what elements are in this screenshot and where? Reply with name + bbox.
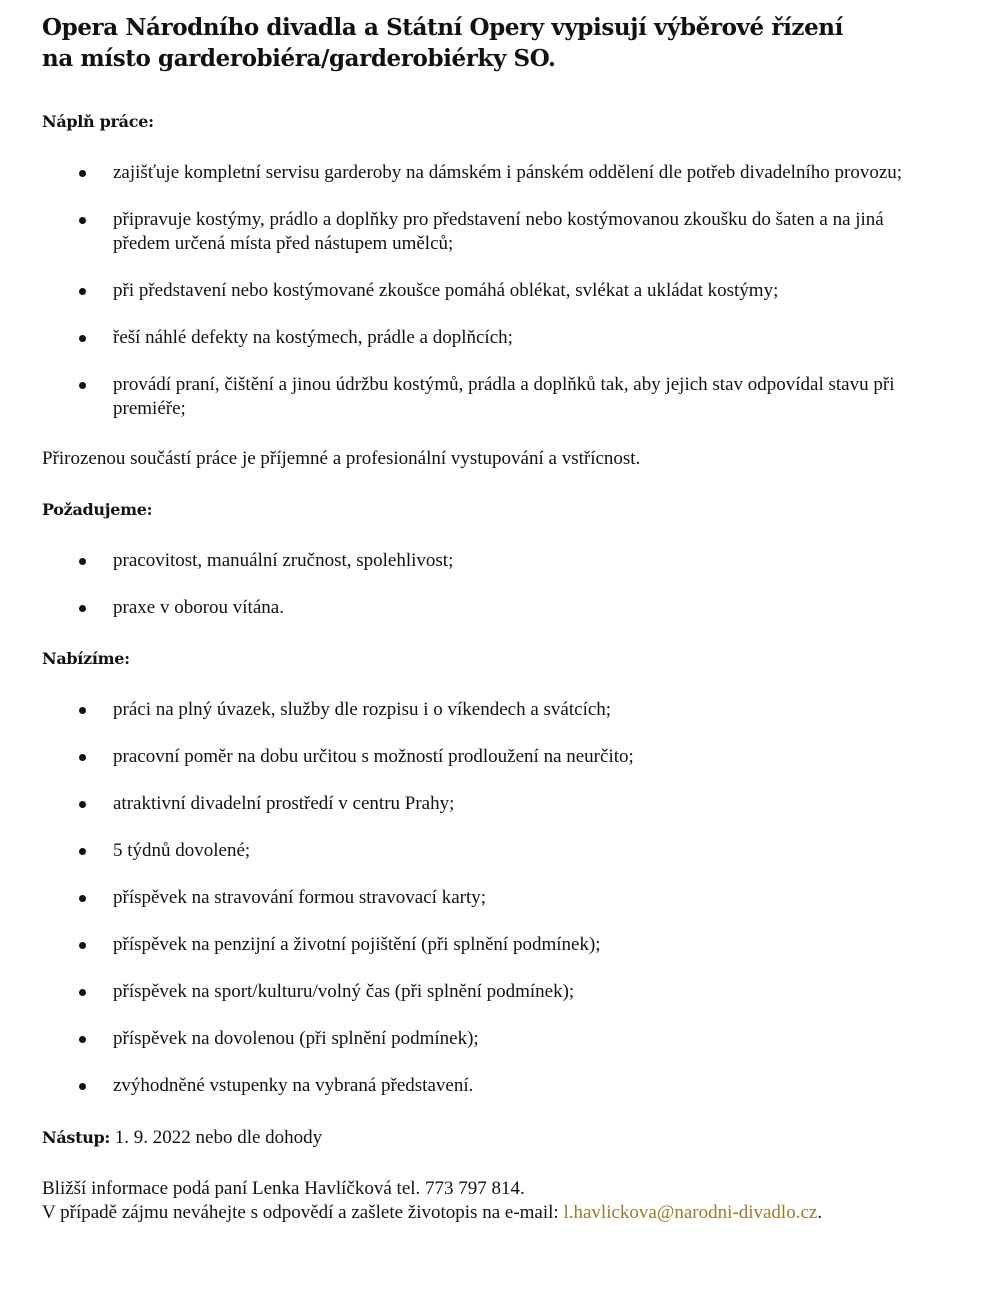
list-item: pracovní poměr na dobu určitou s možností prodloužení na neurčito; <box>42 745 942 769</box>
title-line-1: Opera Národního divadla a Státní Opery vypisují výběrové řízení <box>42 14 843 41</box>
contact-line-email: V případě zájmu neváhejte s odpovědí a zašlete životopis na e-mail: l.havlickova@narodni-divadlo.cz. <box>42 1202 823 1223</box>
list-item: zajišťuje kompletní servisu garderoby na dámském i pánském oddělení dle potřeb divadelního provozu; <box>42 161 942 185</box>
list-item: pracovitost, manuální zručnost, spolehlivost; <box>42 549 942 573</box>
job-duties-list <box>42 161 942 421</box>
bullet-icon <box>79 335 86 342</box>
requirements-list <box>42 549 942 620</box>
list-item: provádí praní, čištění a jinou údržbu kostýmů, prádla a doplňků tak, aby jejich stav odpovídal stavu při premiéře; <box>42 373 942 421</box>
list-item: příspěvek na stravování formou stravovací karty; <box>42 886 942 910</box>
bullet-icon <box>79 754 86 761</box>
bullet-icon <box>79 942 86 949</box>
bullet-icon <box>79 989 86 996</box>
list-item: řeší náhlé defekty na kostýmech, prádle a doplňcích; <box>42 326 942 350</box>
start-date-label: Nástup: <box>42 1128 111 1147</box>
bullet-icon <box>79 558 86 565</box>
section-benefits <box>42 647 942 1098</box>
list-item: atraktivní divadelní prostředí v centru Prahy; <box>42 792 942 816</box>
list-item: 5 týdnů dovolené; <box>42 839 942 863</box>
bullet-icon <box>79 217 86 224</box>
bullet-icon <box>79 895 86 902</box>
bullet-icon <box>79 382 86 389</box>
start-date <box>42 1126 942 1150</box>
contact-line-phone: Bližší informace podá paní Lenka Havlíčková tel. 773 797 814. <box>42 1178 525 1199</box>
list-item: příspěvek na dovolenou (při splnění podmínek); <box>42 1027 942 1051</box>
list-item: práci na plný úvazek, služby dle rozpisu i o víkendech a svátcích; <box>42 698 942 722</box>
start-date-value: 1. 9. 2022 nebo dle dohody <box>110 1127 323 1148</box>
bullet-icon <box>79 170 86 177</box>
bullet-icon <box>79 605 86 612</box>
section-heading-job-duties: Náplň práce: <box>42 112 154 131</box>
bullet-icon <box>79 848 86 855</box>
bullet-icon <box>79 707 86 714</box>
bullet-icon <box>79 1083 86 1090</box>
title-line-2: na místo garderobiéra/garderobiérky SO. <box>42 45 556 72</box>
section-heading-benefits: Nabízíme: <box>42 649 130 668</box>
list-item: zvýhodněné vstupenky na vybraná představení. <box>42 1074 942 1098</box>
job-duties-note: Přirozenou součástí práce je příjemné a profesionální vystupování a vstřícnost. <box>42 448 641 469</box>
page-title <box>42 12 942 74</box>
list-item: praxe v oborou vítána. <box>42 596 942 620</box>
email-link[interactable]: l.havlickova@narodni-divadlo.cz <box>563 1202 818 1223</box>
list-item: připravuje kostýmy, prádlo a doplňky pro představení nebo kostýmovanou zkoušku do šaten a na jiná předem určená místa před nástupem umělců; <box>42 208 942 256</box>
contact-info <box>42 1177 942 1225</box>
benefits-list <box>42 698 942 1098</box>
bullet-icon <box>79 288 86 295</box>
section-heading-requirements: Požadujeme: <box>42 500 153 519</box>
job-posting-document <box>42 0 942 1225</box>
bullet-icon <box>79 801 86 808</box>
list-item: příspěvek na penzijní a životní pojištění (při splnění podmínek); <box>42 933 942 957</box>
list-item: při představení nebo kostýmované zkoušce pomáhá oblékat, svlékat a ukládat kostýmy; <box>42 279 942 303</box>
bullet-icon <box>79 1036 86 1043</box>
section-job-duties <box>42 110 942 471</box>
list-item: příspěvek na sport/kulturu/volný čas (při splnění podmínek); <box>42 980 942 1004</box>
section-requirements <box>42 498 942 620</box>
